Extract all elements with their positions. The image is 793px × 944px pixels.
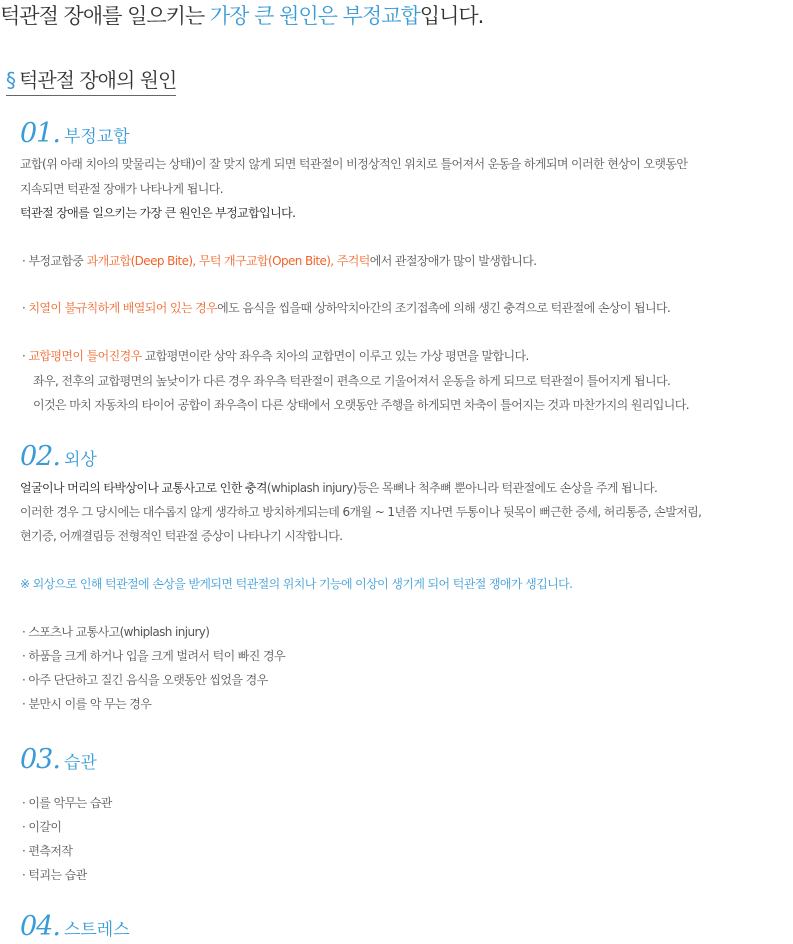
s3-list-item: · 턱괴는 습관: [22, 868, 87, 882]
section-02-number: 02.: [20, 441, 60, 472]
s3-list-item: · 이갈이: [22, 820, 62, 834]
s1-paragraph-line3: 턱관절 장애를 일으키는 가장 큰 원인은 부정교합입니다.: [20, 206, 296, 220]
s1-paragraph-line1: 교합(위 아래 치아의 맞물리는 상태)이 잘 맞지 않게 되면 턱관절이 비정상적인 위치로 틀어져서 운동을 하게되며 이러한 현상이 오랫동안: [20, 157, 688, 171]
s2-list-item: · 하품을 크게 하거나 입을 크게 벌려서 턱이 빠진 경우: [22, 649, 285, 663]
section-title: [6, 64, 176, 96]
s1-bullet-1: [22, 252, 536, 269]
s3-list-item: · 이를 악무는 습관: [22, 796, 112, 810]
section-04-heading: [20, 911, 130, 942]
s1-b2-post: 에도 음식을 씹을때 상하악치아간의 조기접촉에 의해 생긴 충격으로 턱관절에 손상이 됩니다.: [217, 301, 671, 315]
s1-b3-highlight: 교합평면이 틀어진경우: [28, 349, 142, 363]
s1-bullet-3-line2: 좌우, 전후의 교합평면의 높낮이가 다른 경우 좌우측 턱관절이 편측으로 기울어져서 운동을 하게 되므로 턱관절이 틀어지게 됩니다.: [33, 374, 671, 388]
s2-note: ※ 외상으로 인해 턱관절에 손상을 받게되면 턱관절의 위치나 기능에 이상이 생기게 되어 턱관절 쟁애가 생깁니다.: [20, 577, 573, 591]
page-headline: [0, 0, 483, 30]
s2-p1-dark: 얼굴이나 머리의 타박상이나 교통사고로 인한 충격: [20, 481, 267, 495]
section-mark-icon: §: [6, 68, 15, 92]
s2-paragraph-line3: 현기증, 어깨결림등 전형적인 턱관절 증상이 나타나기 시작합니다.: [20, 529, 343, 543]
s1-paragraph-line2: 지속되면 턱관절 장애가 나타나게 됩니다.: [20, 182, 223, 196]
section-03-label: 습관: [63, 753, 97, 773]
section-04-number: 04.: [20, 911, 60, 942]
headline-part1: 턱관절 장애를 일으키는: [0, 4, 210, 28]
s1-bullet-3-line3: 이것은 마치 자동차의 타이어 공합이 좌우측이 다른 상태에서 오랫동안 주행을 하게되면 차축이 틀어지는 것과 마찬가지의 원리입니다.: [33, 398, 689, 412]
s1-b2-highlight: 치열이 불규칙하게 배열되어 있는 경우: [28, 301, 218, 315]
section-04-label: 스트레스: [63, 920, 130, 940]
section-02-heading: [20, 441, 97, 472]
section-01-label: 부정교합: [63, 127, 130, 147]
s2-list-item: · 분만시 이를 악 무는 경우: [22, 697, 152, 711]
s2-paragraph-line2: 이러한 경우 그 당시에는 대수롭지 않게 생각하고 방치하게되는데 6개월 ~ 1년쯤 지나면 두통이나 뒷목이 뻐근한 증세, 허리통증, 손발저림,: [20, 505, 702, 519]
s1-bullet-2: [22, 299, 670, 316]
section-03-heading: [20, 744, 97, 775]
section-02-label: 외상: [63, 450, 97, 470]
s1-b1-pre: · 부정교합중: [22, 254, 87, 268]
section-01-number: 01.: [20, 118, 60, 149]
section-01-heading: [20, 118, 130, 149]
s1-bullet-3: [22, 347, 529, 364]
s2-paragraph-line1: [20, 479, 657, 496]
s1-b3-pre: ·: [22, 349, 29, 363]
s2-p1-post: (whiplash injury)등은 목뼈나 척추뼈 뿐아니라 턱관절에도 손상을 주게 됩니다.: [266, 481, 658, 495]
headline-highlight: 가장 큰 원인은 부정교합: [209, 4, 420, 28]
s1-b3-post: 교합평면이란 상악 좌우측 치아의 교합면이 이루고 있는 가상 평면을 말합니다.: [141, 349, 529, 363]
section-03-number: 03.: [20, 744, 60, 775]
s2-list-item: · 스포츠나 교통사고(whiplash injury): [22, 625, 210, 639]
s1-b2-pre: ·: [22, 301, 29, 315]
s2-list-item: · 아주 단단하고 질긴 음식을 오랫동안 씹었을 경우: [22, 673, 268, 687]
s1-b1-highlight: 과개교합(Deep Bite), 무턱 개구교합(Open Bite), 주걱턱: [86, 254, 370, 268]
section-title-text: 턱관절 장애의 원인: [19, 68, 177, 92]
s3-list-item: · 편측저작: [22, 844, 73, 858]
headline-part2: 입니다.: [419, 4, 484, 28]
s1-b1-post: 에서 관절장애가 많이 발생합니다.: [369, 254, 537, 268]
